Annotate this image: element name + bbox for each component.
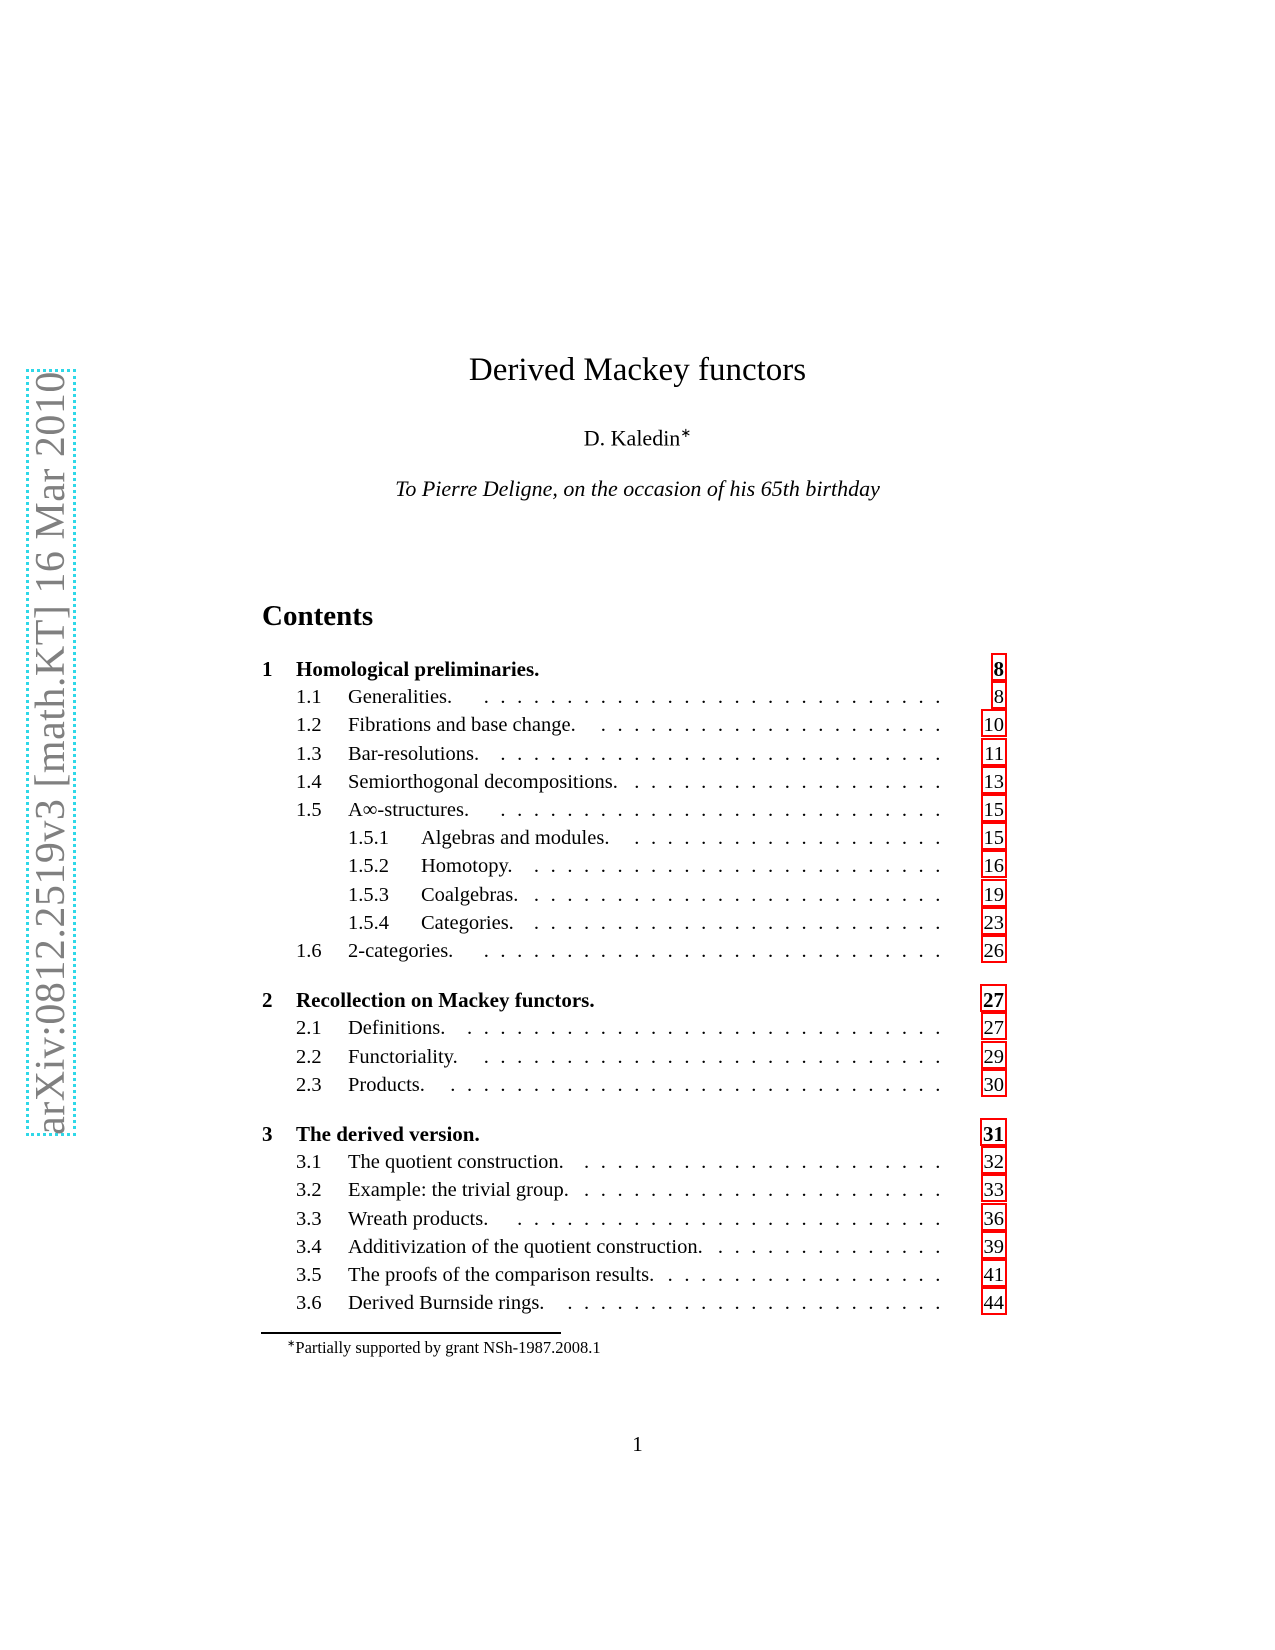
dedication: To Pierre Deligne, on the occasion of his 65th birthday xyxy=(395,476,880,501)
toc-page-link[interactable]: 13 xyxy=(981,766,1008,794)
toc-entry[interactable] xyxy=(262,1234,1007,1260)
toc-entry-number: 3.5 xyxy=(296,1264,322,1286)
toc-leader-dots: ......................... xyxy=(533,911,952,934)
toc-entry-title: Algebras and modules. xyxy=(421,827,610,850)
toc-leader-dots: ............................ xyxy=(483,1045,952,1068)
toc-leader-dots: ....................... xyxy=(567,1292,952,1315)
toc-entry-number: 2.2 xyxy=(296,1045,322,1068)
toc-page-link[interactable]: 15 xyxy=(981,822,1008,850)
toc-leader-dots: ................... xyxy=(634,770,952,793)
toc-entry[interactable] xyxy=(262,853,1007,879)
toc-entry-number: 1 xyxy=(262,657,273,681)
toc-entry[interactable] xyxy=(262,712,1007,738)
toc-entry-title: Example: the trivial group. xyxy=(348,1179,569,1202)
toc-entry-number: 2 xyxy=(262,988,273,1013)
toc-entry-number: 1.3 xyxy=(296,742,322,765)
toc-entry[interactable] xyxy=(262,910,1007,936)
toc-entry-title: 2-categories. xyxy=(348,940,454,962)
toc-leader-dots: .............................. xyxy=(450,1073,952,1096)
toc-leader-dots: ............................. xyxy=(466,1017,952,1040)
toc-entry-title: Wreath products. xyxy=(348,1207,489,1230)
toc-leader-dots: ...................... xyxy=(584,1151,952,1174)
toc-entry[interactable] xyxy=(262,741,1007,767)
toc-entry-title: The derived version. xyxy=(296,1122,480,1146)
toc-leader-dots: .............. xyxy=(717,1235,952,1258)
toc-entry-number: 1.2 xyxy=(296,714,322,737)
toc-entry[interactable] xyxy=(262,1149,1007,1175)
toc-entry[interactable] xyxy=(262,1262,1007,1288)
toc-entry[interactable] xyxy=(262,1072,1007,1098)
page-number: 1 xyxy=(632,1432,643,1456)
toc-leader-dots: ........................... xyxy=(500,799,952,821)
toc-entry-number: 1.1 xyxy=(296,686,322,709)
toc-entry-number: 1.5.3 xyxy=(348,883,389,906)
toc-entry-number: 1.5.1 xyxy=(348,827,389,850)
toc-page-link[interactable]: 32 xyxy=(981,1146,1008,1174)
toc-page-link[interactable]: 39 xyxy=(981,1231,1008,1259)
toc-entry-title: Coalgebras. xyxy=(421,883,519,906)
toc-entry[interactable] xyxy=(262,1290,1007,1316)
toc-entry-number: 3.3 xyxy=(296,1207,322,1230)
toc-entry-title: Fibrations and base change. xyxy=(348,714,576,737)
toc-leader-dots: ............................ xyxy=(483,686,952,709)
toc-page-link[interactable]: 19 xyxy=(981,879,1008,907)
toc-entry-title: Generalities. xyxy=(348,686,453,709)
toc-leader-dots: ...................... xyxy=(584,1179,952,1202)
author-name: D. Kaledin xyxy=(583,425,681,451)
toc-page-link[interactable]: 27 xyxy=(980,984,1007,1012)
toc-entry-number: 3.1 xyxy=(296,1151,322,1174)
toc-page-link[interactable]: 31 xyxy=(980,1118,1007,1146)
toc-entry-number: 1.6 xyxy=(296,940,322,962)
toc-entry[interactable] xyxy=(262,882,1007,908)
toc-page-link[interactable]: 10 xyxy=(981,709,1008,737)
toc-entry-title: Functoriality. xyxy=(348,1045,458,1068)
toc-leader-dots: ......................... xyxy=(533,855,952,878)
paper-title: Derived Mackey functors xyxy=(468,352,807,388)
arxiv-stamp-text: arXiv:0812.2519v3 [math.KT] 16 Mar 2010 xyxy=(28,370,74,1135)
toc-entry-number: 1.5.4 xyxy=(348,911,389,934)
toc-page-link[interactable]: 29 xyxy=(981,1041,1008,1069)
toc-entry-title: The quotient construction. xyxy=(348,1151,564,1174)
toc-entry-number: 2.1 xyxy=(296,1017,322,1040)
toc-entry-number: 1.5 xyxy=(296,799,322,821)
toc-leader-dots: .......................... xyxy=(517,1207,952,1230)
toc-leader-dots: ................... xyxy=(634,827,952,850)
toc-page-link[interactable]: 23 xyxy=(981,907,1008,935)
toc-entry[interactable] xyxy=(262,938,1007,964)
toc-entry-number: 3.4 xyxy=(296,1235,322,1258)
toc-entry-number: 3.2 xyxy=(296,1179,322,1202)
toc-entry[interactable] xyxy=(262,656,1007,682)
toc-entry-number: 3.6 xyxy=(296,1292,322,1315)
toc-entry-title: Homotopy. xyxy=(421,855,513,878)
toc-page-link[interactable]: 15 xyxy=(981,794,1008,822)
toc-entry-title: Additivization of the quotient construction. xyxy=(348,1235,703,1258)
toc-entry[interactable] xyxy=(262,987,1007,1013)
toc-entry-number: 3 xyxy=(262,1122,273,1146)
toc-entry-title: Definitions. xyxy=(348,1017,446,1040)
toc-entry[interactable] xyxy=(262,797,1007,823)
toc-entry-title: Categories. xyxy=(421,911,514,934)
toc-entry-title: Homological preliminaries. xyxy=(296,657,540,681)
toc-entry-title: Bar-resolutions. xyxy=(348,742,480,765)
toc-page-link[interactable]: 36 xyxy=(981,1203,1008,1231)
toc-entry[interactable] xyxy=(262,825,1007,851)
toc-entry[interactable] xyxy=(262,1121,1007,1147)
toc-entry-title: The proofs of the comparison results. xyxy=(348,1264,655,1286)
footnote-mark: ∗ xyxy=(680,425,692,440)
toc-entry-title: Recollection on Mackey functors. xyxy=(296,988,595,1013)
toc-entry[interactable] xyxy=(262,1015,1007,1041)
toc-entry[interactable] xyxy=(262,684,1007,710)
toc-entry-title: Products. xyxy=(348,1073,425,1096)
toc-page-link[interactable]: 26 xyxy=(981,935,1008,963)
toc-page-link[interactable]: 8 xyxy=(991,653,1008,681)
toc-page-link[interactable]: 27 xyxy=(981,1012,1008,1040)
toc-leader-dots: ............................ xyxy=(483,940,952,962)
toc-leader-dots: ................. xyxy=(667,1264,952,1286)
toc-entry-number: 2.3 xyxy=(296,1073,322,1096)
footnote-text: Partially supported by grant NSh-1987.2008.1 xyxy=(295,1338,601,1357)
footnote xyxy=(287,1338,601,1358)
toc-entry-number: 1.4 xyxy=(296,770,322,793)
footnote-rule xyxy=(261,1332,561,1334)
toc-entry[interactable] xyxy=(262,1177,1007,1203)
toc-leader-dots: ......................... xyxy=(533,883,952,906)
toc-entry-title: Derived Burnside rings. xyxy=(348,1292,545,1315)
toc-page-link[interactable]: 11 xyxy=(981,738,1007,766)
toc-entry-title: A∞-structures. xyxy=(348,799,470,821)
toc-page-link[interactable]: 44 xyxy=(981,1287,1008,1315)
toc-page-link[interactable]: 8 xyxy=(991,681,1007,709)
contents-heading: Contents xyxy=(262,600,374,632)
toc-entry[interactable] xyxy=(262,769,1007,795)
toc-page-link[interactable]: 33 xyxy=(981,1174,1008,1202)
toc-entry[interactable] xyxy=(262,1044,1007,1070)
toc-leader-dots: ..................... xyxy=(600,714,952,737)
toc-page-link[interactable]: 41 xyxy=(981,1259,1008,1287)
author xyxy=(0,425,1275,451)
toc-page-link[interactable]: 16 xyxy=(981,850,1008,878)
footnote-mark: ∗ xyxy=(287,1338,296,1350)
toc-entry[interactable] xyxy=(262,1206,1007,1232)
toc-entry-number: 1.5.2 xyxy=(348,855,389,878)
toc-page-link[interactable]: 30 xyxy=(981,1069,1008,1097)
toc-leader-dots: ........................... xyxy=(500,742,952,765)
toc-entry-title: Semiorthogonal decompositions. xyxy=(348,770,618,793)
